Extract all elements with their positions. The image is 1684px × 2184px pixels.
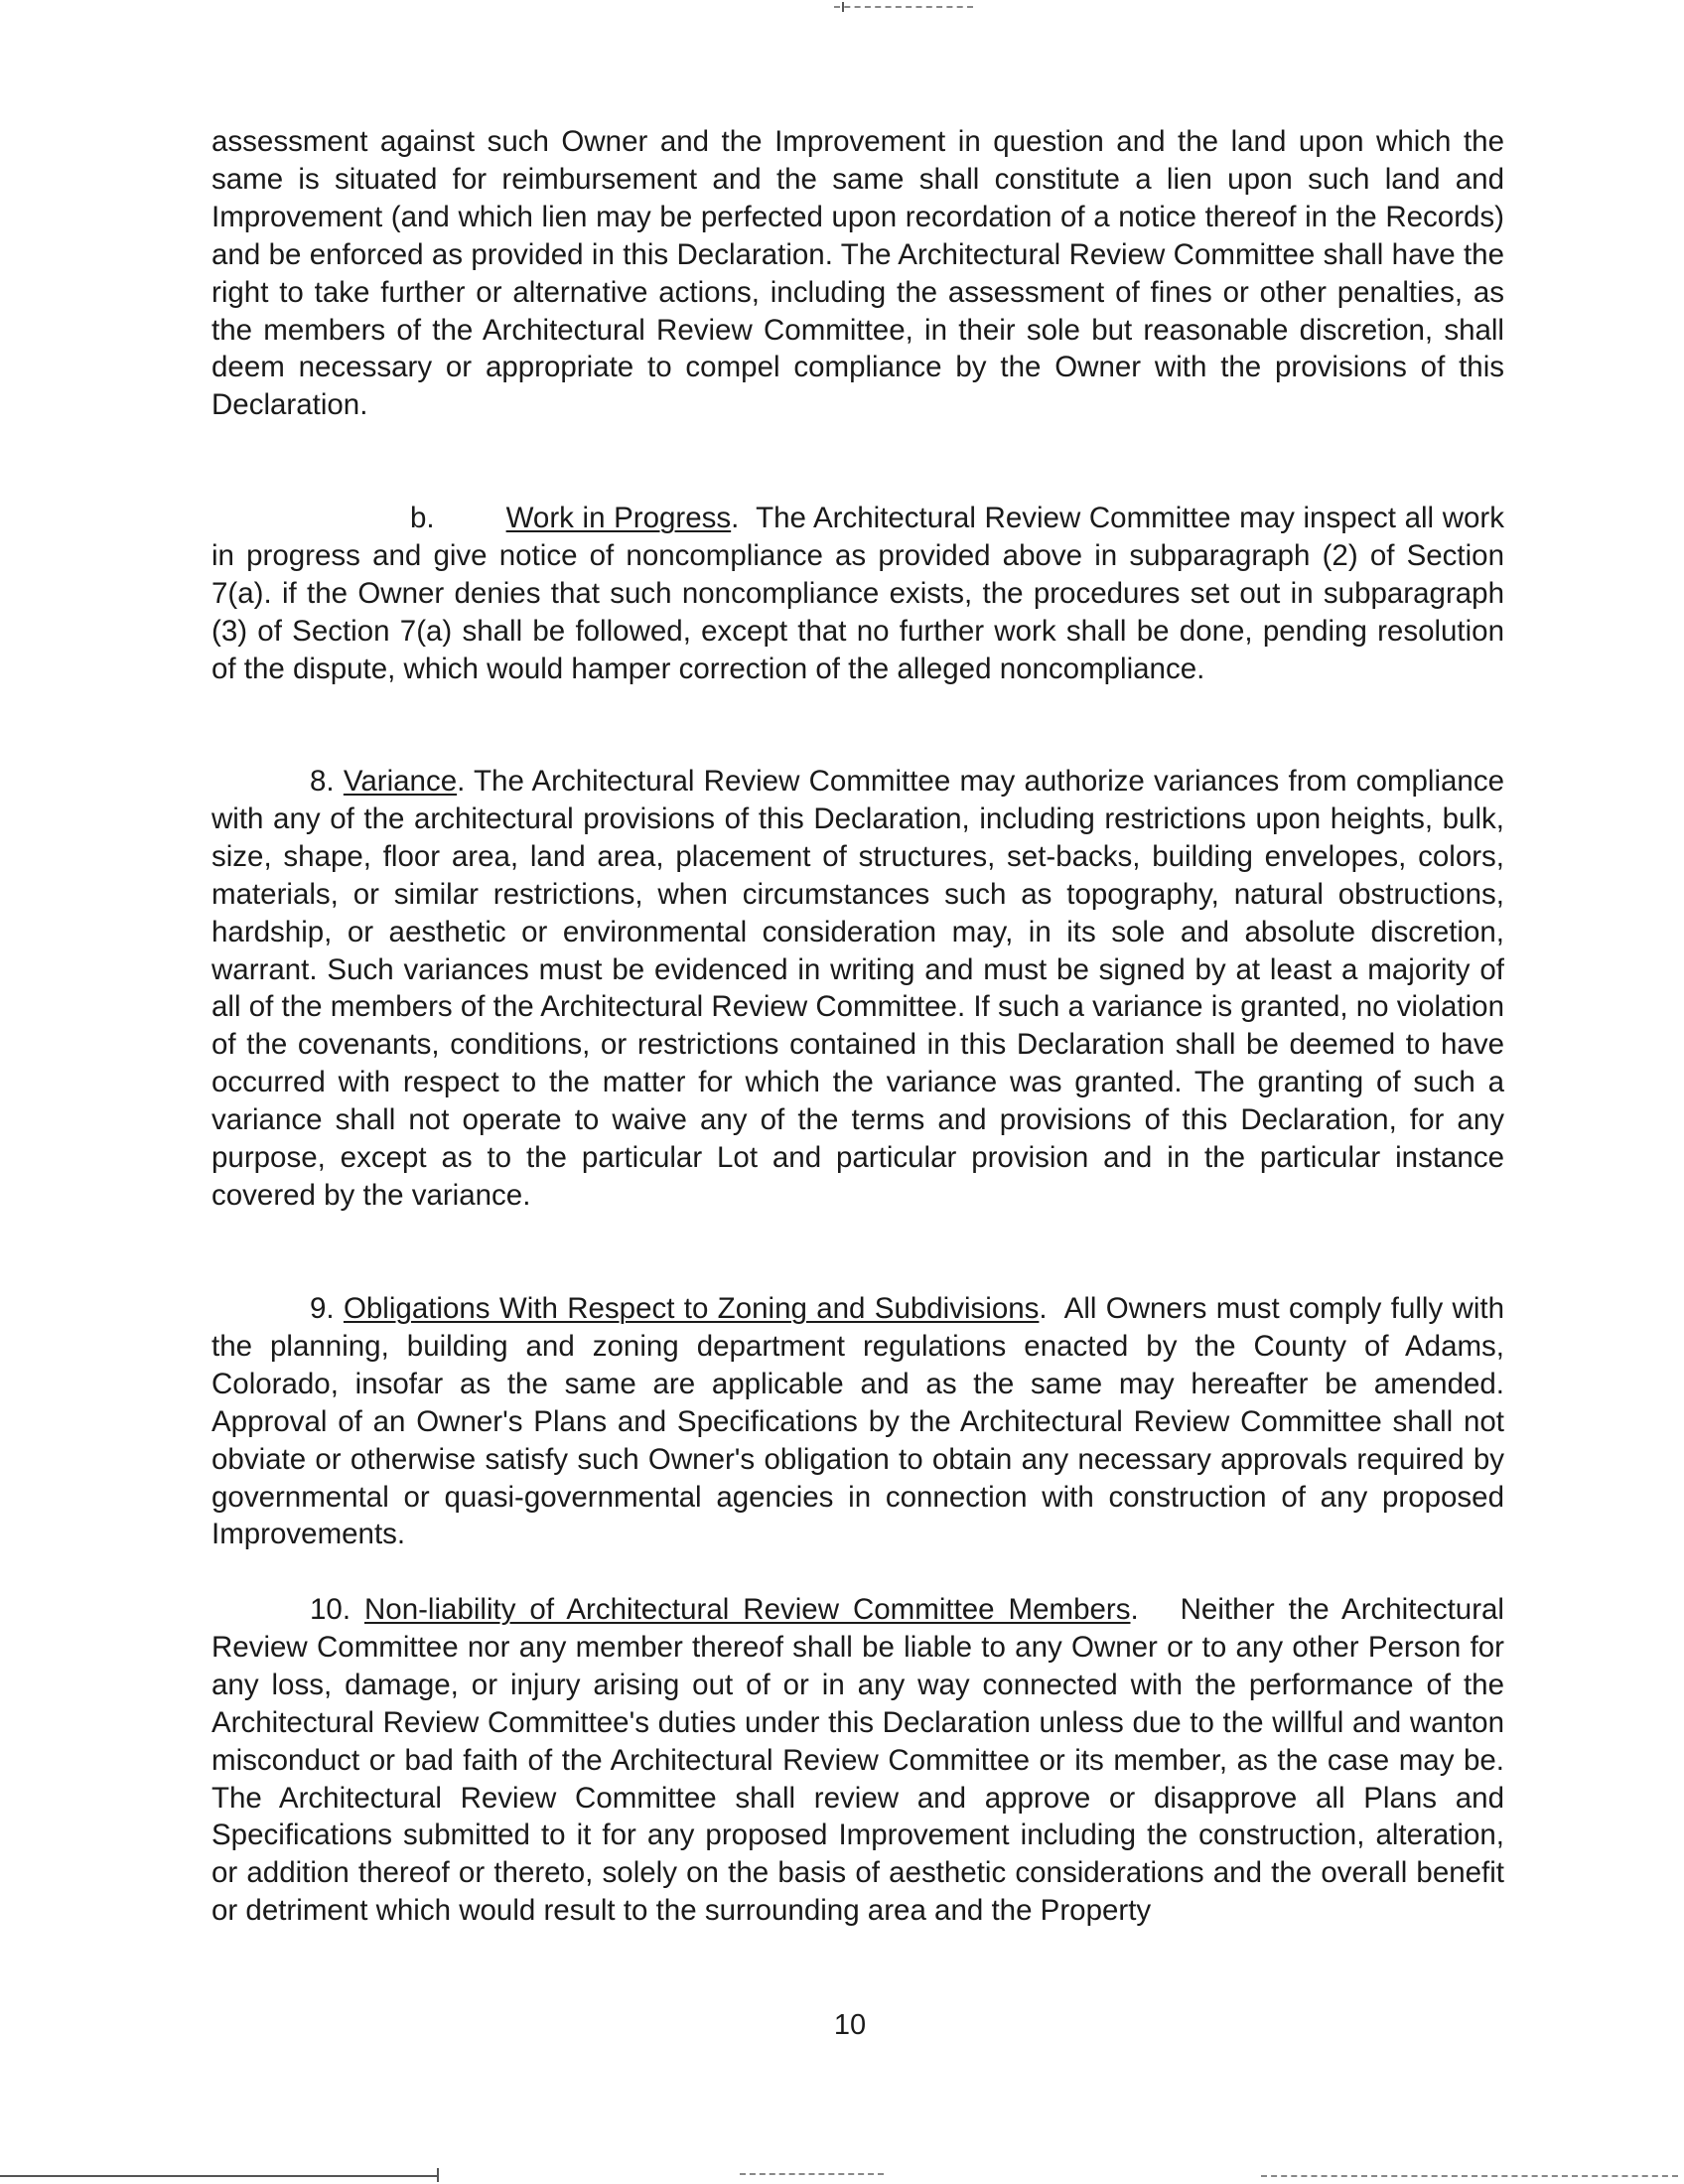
section-10-heading-punct: . <box>1130 1593 1139 1626</box>
section-9-text: All Owners must comply fully with the planning, building and zoning department regulations enacted by the County of Adams, Colorado, insofar as the same are applicable and as the same may hereafter be amended. Approval of an Owner's Plans and Specifications by the Architectural Review Committee shall not obviate or otherwise satisfy such Owner's obligation to obtain any necessary approvals required by governmental or quasi-governmental agencies in connection with construction of any proposed Improvements. <box>211 1292 1505 1551</box>
section-9-number: 9. <box>310 1292 335 1325</box>
section-10-heading: Non-liability of Architectural Review Committee Members <box>363 1593 1131 1626</box>
section-9-paragraph <box>211 1290 1504 1553</box>
section-10-text: Neither the Architectural Review Committee nor any member thereof shall be liable to any Owner or to any other Person for any loss, damage, or injury arising out of or in any way connected with the performance of the Architectural Review Committee's duties under this Declaration unless due to the willful and wanton misconduct or bad faith of the Architectural Review Committee or its member, as the case may be. The Architectural Review Committee shall review and approve or disapprove all Plans and Specifications submitted to it for any proposed Improvement including the construction, alteration, or addition thereof or thereto, solely on the basis of aesthetic considerations and the overall benefit or detriment which would result to the surrounding area and the Property <box>211 1593 1504 1928</box>
scan-artifact-top <box>834 6 973 8</box>
section-9-heading: Obligations With Respect to Zoning and Subdivisions <box>343 1292 1040 1325</box>
scan-artifact-bottom-right <box>1261 2175 1678 2177</box>
section-8-text: The Architectural Review Committee may authorize variances from compliance with any of the architectural provisions of this Declaration, including restrictions upon heights, bulk, size, shape, floor area, land area, placement of structures, set-backs, building envelopes, colors, materials, or similar restrictions, when circumstances such as topography, natural obstructions, hardship, or aesthetic or environmental consideration may, in its sole and absolute discretion, warrant. Such variances must be evidenced in writing and must be signed by at least a majority of all of the members of the Architectural Review Committee. If such a variance is granted, no violation of the covenants, conditions, or restrictions contained in this Declaration shall be deemed to have occurred with respect to the matter for which the variance was granted. The granting of such a variance shall not operate to waive any of the terms and provisions of this Declaration, for any purpose, except as to the particular Lot and particular provision and in the particular instance covered by the variance. <box>211 765 1505 1212</box>
scan-artifact-bottom-tick <box>437 2168 439 2182</box>
section-b-heading-punct: . <box>731 502 740 534</box>
section-10-number: 10. <box>310 1593 351 1626</box>
scan-artifact-bottom-left <box>0 2175 437 2177</box>
paragraph-intro <box>211 123 1504 424</box>
scan-artifact-top-tick <box>842 2 844 12</box>
section-8-heading: Variance <box>343 765 458 798</box>
section-10-paragraph <box>211 1591 1504 1930</box>
page-number: 10 <box>833 2009 867 2041</box>
scan-artifact-bottom-mid <box>740 2173 884 2175</box>
section-b-paragraph <box>211 500 1504 688</box>
section-b-heading: Work in Progress <box>505 502 732 534</box>
section-b-text: The Architectural Review Committee may inspect all work in progress and give notice of noncompliance as provided above in subparagraph (2) of Section 7(a). if the Owner denies that such noncompliance exists, the procedures set out in subparagraph (3) of Section 7(a) shall be followed, except that no further work shall be done, pending resolution of the dispute, which would hamper correction of the alleged noncompliance. <box>211 502 1505 685</box>
paragraph-intro-text: assessment against such Owner and the Improvement in question and the land upon which the same is situated for reimbursement and the same shall constitute a lien upon such land and Improvement (and which lien may be perfected upon recordation of a notice thereof in the Records) and be enforced as provided in this Declaration. The Architectural Review Committee shall have the right to take further or alternative actions, including the assessment of fines or other penalties, as the members of the Architectural Review Committee, in their sole but reasonable discretion, shall deem necessary or appropriate to compel compliance by the Owner with the provisions of this Declaration. <box>211 125 1504 422</box>
section-8-paragraph <box>211 763 1504 1215</box>
section-8-heading-punct: . <box>457 765 466 798</box>
section-8-number: 8. <box>310 765 335 798</box>
section-b-label: b. <box>410 502 435 534</box>
section-9-heading-punct: . <box>1039 1292 1048 1325</box>
